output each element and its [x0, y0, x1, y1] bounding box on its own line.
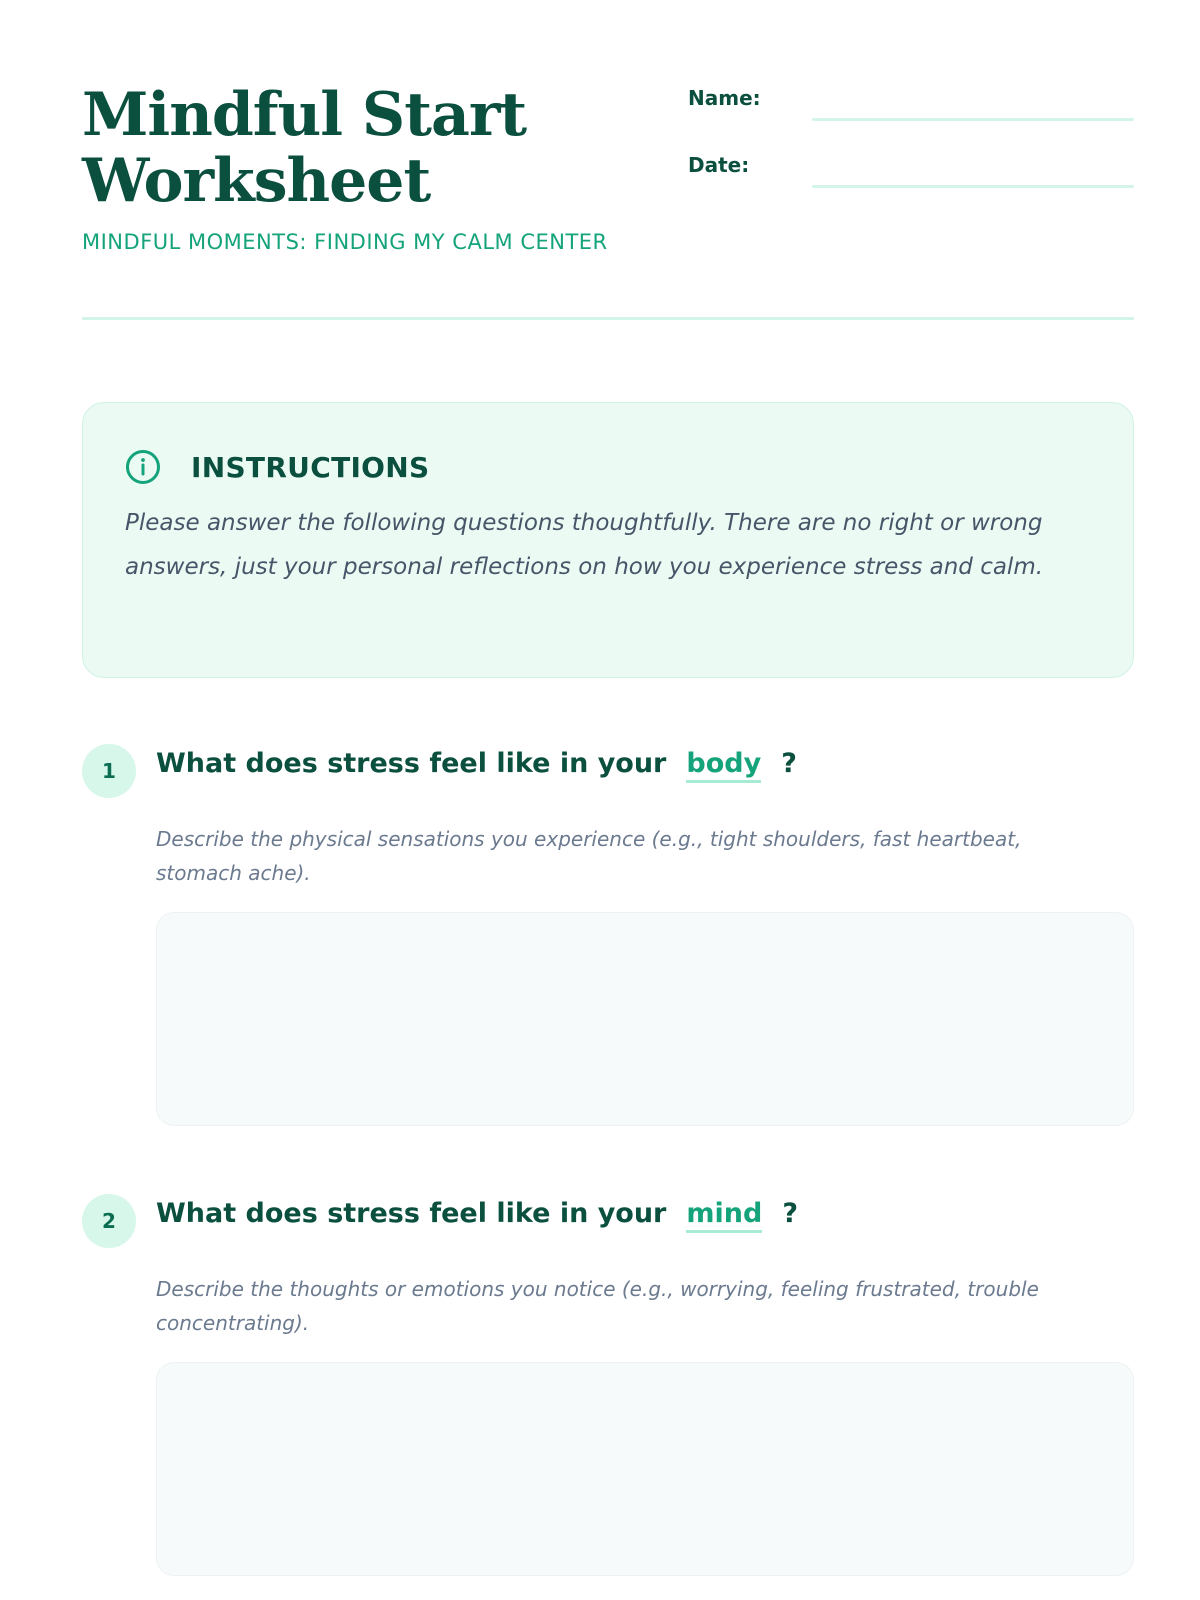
date-label: Date:	[688, 153, 750, 177]
instructions-card	[82, 402, 1134, 678]
header-divider	[82, 317, 1134, 320]
date-field[interactable]	[812, 185, 1134, 188]
answer-box-1[interactable]	[156, 912, 1134, 1126]
question-keyword: body	[686, 748, 761, 783]
instructions-text: Please answer the following questions thoughtfully. There are no right or wrong answers, just your personal reflections on how you experience stress and calm.	[125, 510, 1044, 580]
instructions-title: INSTRUCTIONS	[191, 450, 430, 484]
answer-box-2[interactable]	[156, 1362, 1134, 1576]
question-hint: Describe the physical sensations you experience (e.g., tight shoulders, fast heartbeat, stomach ache).	[156, 827, 1022, 885]
question-mark: ?	[781, 748, 797, 779]
page-subtitle: MINDFUL MOMENTS: FINDING MY CALM CENTER	[82, 230, 608, 254]
question-prompt	[156, 748, 797, 783]
question-hint: Describe the thoughts or emotions you notice (e.g., worrying, feeling frustrated, trouble concentrating).	[156, 1277, 1039, 1335]
instructions-header	[125, 447, 1091, 487]
page-title	[82, 82, 682, 214]
title-line-2: Worksheet	[82, 146, 431, 216]
name-label: Name:	[688, 86, 761, 110]
worksheet-header	[82, 82, 1134, 262]
question-prompt-text: What does stress feel like in your	[156, 748, 667, 779]
title-line-1: Mindful Start	[82, 80, 527, 150]
question-mark: ?	[782, 1198, 798, 1229]
question-prompt-text: What does stress feel like in your	[156, 1198, 667, 1229]
info-icon	[125, 449, 161, 485]
question-number: 2	[82, 1194, 136, 1248]
question-number: 1	[82, 744, 136, 798]
question-keyword: mind	[686, 1198, 762, 1233]
worksheet-page	[82, 0, 1134, 1600]
question-prompt	[156, 1198, 798, 1233]
meta-fields	[688, 82, 1134, 216]
date-row	[688, 149, 1134, 216]
name-row	[688, 82, 1134, 149]
name-field[interactable]	[812, 118, 1134, 121]
